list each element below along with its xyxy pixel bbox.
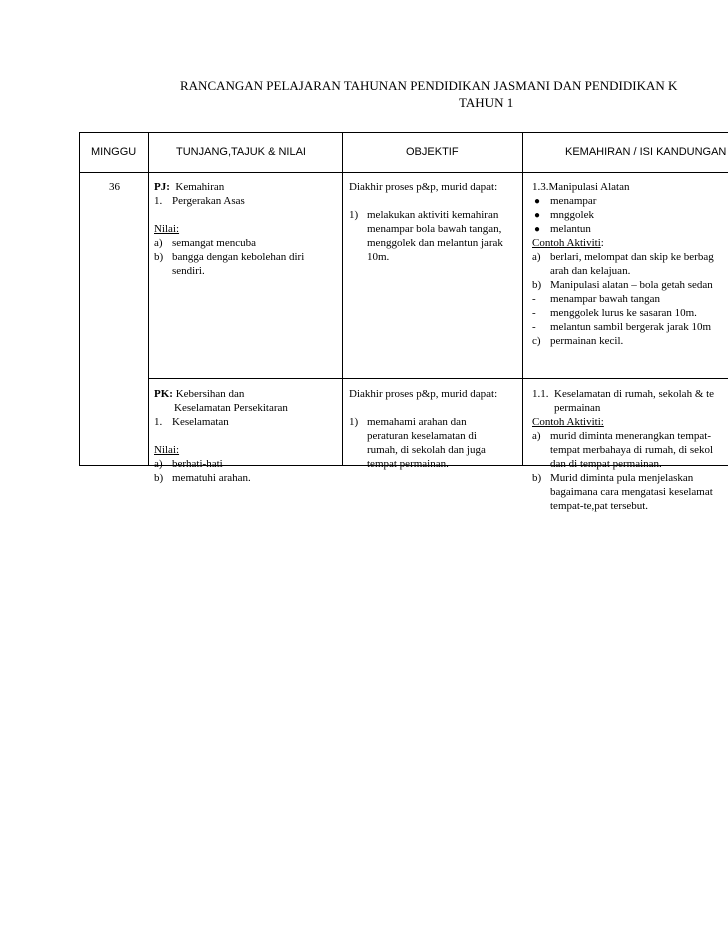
header-kemahiran: KEMAHIRAN / ISI KANDUNGAN [565,146,727,158]
item-text: berlari, melompat dan skip ke berbag [550,251,714,263]
item-text: semangat mencuba [172,237,256,249]
item-text-cont: dan di tempat permainan. [550,458,662,470]
column-divider-1 [148,132,149,466]
item-text-cont: rumah, di sekolah dan juga [367,444,486,456]
nilai-item [154,457,244,471]
item-text: melantun sambil bergerak jarak 10m [550,321,712,333]
bullet-icon: ● [534,224,541,235]
table-border-top [79,132,728,133]
item-text: menggolek lurus ke sasaran 10m. [550,307,697,319]
item-mark: - [532,293,536,305]
week-number: 36 [109,181,120,193]
bullet-item [532,194,629,208]
kemahiran-heading: 1.3.Manipulasi Alatan [532,181,630,193]
nilai-item [154,236,256,250]
item-mark: - [532,321,536,333]
item-text-cont: tempat permainan. [367,458,449,470]
bullet-icon: ● [534,196,541,207]
tunjang-cell-2 [154,387,288,485]
item-text: berhati-hati [172,458,223,470]
header-objektif: OBJEKTIF [406,146,459,158]
item-text: menampar bawah tangan [550,293,660,305]
column-divider-2 [342,132,343,466]
objektif-cell-1 [349,180,503,264]
item-mark: 1) [349,209,359,221]
item-mark: b) [532,279,542,291]
header-tunjang: TUNJANG,TAJUK & NILAI [176,146,306,158]
item-mark: a) [532,430,541,442]
item-mark: - [532,307,536,319]
item-text: melakukan aktiviti kemahiran [367,209,499,221]
tunjang-cell-1 [154,180,305,278]
kemahiran-cell-2 [532,387,715,513]
objektif-cell-2 [349,387,497,471]
kemahiran-cell-1 [532,180,714,348]
item-text-cont: tempat merbahaya di rumah, di sekol [550,444,714,456]
item-text-cont: sendiri. [172,265,205,277]
item-mark: a) [532,251,541,263]
item-text: murid diminta menerangkan tempat- [550,430,711,442]
item-mark: b) [154,472,164,484]
title-line-1: RANCANGAN PELAJARAN TAHUNAN PENDIDIKAN JASMANI DAN PENDIDIKAN K [180,78,678,93]
tunjang-title: Kemahiran [175,181,225,193]
item-mark: a) [154,458,163,470]
objektif-intro: Diakhir proses p&p, murid dapat: [349,181,498,193]
item-mark: a) [154,237,163,249]
item-text-cont: bagaimana cara mengatasi keselamat [550,486,713,498]
activity-item [532,250,714,264]
tunjang-item [154,194,245,208]
tunjang-prefix: PJ: [154,181,170,193]
item-text: Murid diminta pula menjelaskan [550,472,694,484]
item-text: Keselamatan di rumah, sekolah & te [554,388,715,400]
item-text: Keselamatan [172,416,229,428]
nilai-label: Nilai: [154,444,180,456]
item-text-cont: tempat-te,pat tersebut. [550,500,649,512]
tunjang-prefix: PK: [154,388,173,400]
item-text: memahami arahan dan [367,416,467,428]
activity-item [532,429,711,443]
objektif-item [349,208,497,222]
item-text-cont: menggolek dan melantun jarak [367,237,503,249]
item-text: Pergerakan Asas [172,195,245,207]
contoh-label: Contoh Aktiviti: [532,416,604,428]
title-line-2: TAHUN 1 [459,95,514,110]
activity-item [532,471,694,485]
objektif-item [349,415,497,429]
kemahiran-heading [532,387,715,401]
contoh-colon: : [600,237,604,249]
item-text-cont: menampar bola bawah tangan, [367,223,502,235]
header-divider [79,172,728,173]
item-text-cont: 10m. [367,251,390,263]
item-text: melantun [550,223,591,235]
tunjang-title: Kebersihan dan [175,388,245,400]
column-divider-3 [522,132,523,466]
item-mark: b) [154,251,164,263]
contoh-label: Contoh Aktiviti [532,237,601,249]
bullet-icon: ● [534,210,541,221]
item-mark: 1) [349,416,359,428]
bullet-item [532,222,629,236]
item-text-cont: arah dan kelajuan. [550,265,631,277]
tunjang-item [154,415,244,429]
tunjang-title-line [154,180,224,194]
nilai-item [154,471,251,485]
header-minggu: MINGGU [91,146,137,158]
item-text: permainan kecil. [550,335,624,347]
item-mark: 1. [154,416,163,428]
item-mark: b) [532,472,542,484]
bullet-item [532,208,629,222]
item-mark: 1. [154,195,163,207]
item-text-cont: permainan [554,402,601,414]
activity-item [532,334,629,348]
activity-item [532,306,697,320]
table-border-left [79,132,80,466]
tunjang-title-cont: Keselamatan Persekitaran [174,402,288,414]
item-text: mematuhi arahan. [172,472,251,484]
item-text: menampar [550,195,597,207]
tunjang-title-line [154,387,244,401]
row-divider [148,378,728,379]
item-mark: 1.1. [532,388,549,400]
objektif-intro: Diakhir proses p&p, murid dapat: [349,388,498,400]
nilai-label: Nilai: [154,223,180,235]
item-text: Manipulasi alatan – bola getah sedan [550,279,713,291]
item-text: mnggolek [550,209,594,221]
item-text: bangga dengan kebolehan diri [172,251,305,263]
activity-item [532,320,712,334]
item-mark: c) [532,335,541,347]
item-text-cont: peraturan keselamatan di [367,430,477,442]
activity-item [532,278,713,292]
nilai-item [154,250,305,264]
activity-item [532,292,660,306]
